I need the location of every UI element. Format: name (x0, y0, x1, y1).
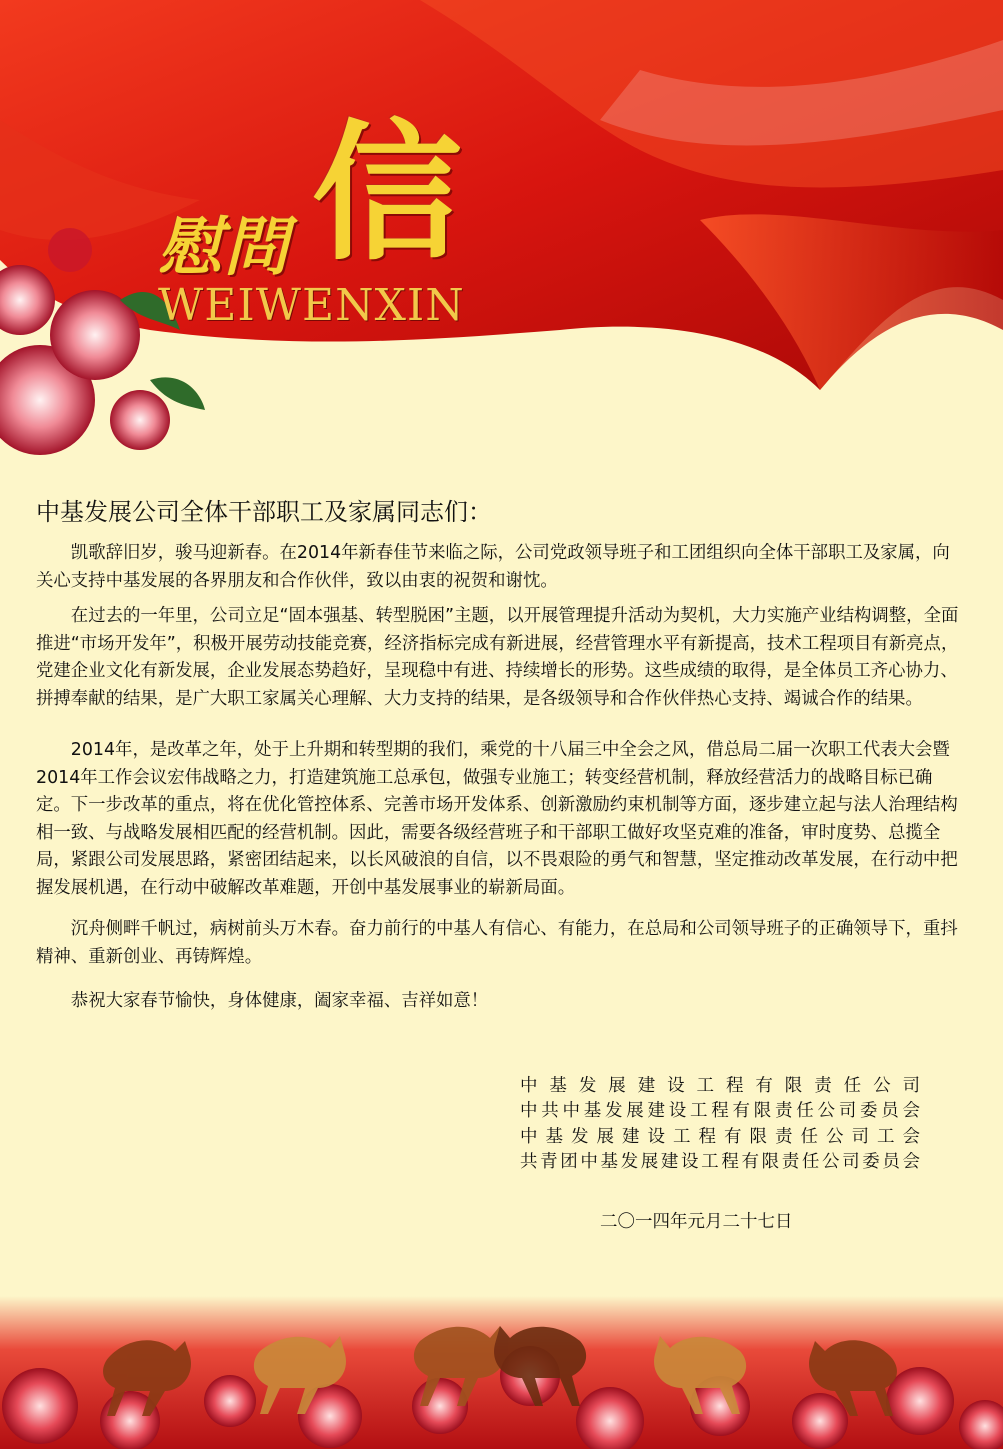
signer-youth-league: 共青团中基发展建设工程有限责任公司委员会 (520, 1152, 920, 1172)
letter-paragraph-2: 在过去的一年里，公司立足“固本强基、转型脱困”主题，以开展管理提升活动为契机，大力实施产业结构调整，全面推进“市场开发年”，积极开展劳动技能竞赛，经济指标完成有新进展，经营管理水平有新提高，技术工程项目有新亮点，党建企业文化有新发展，企业发展态势趋好，呈现稳中有进、持续增长的形势。这些成绩的取得，是全体员工齐心协力、拼搏奉献的结果，是广大职工家属关心理解、大力支持的结果，是各级领导和合作伙伴热心支持、竭诚合作的结果。 (36, 606, 959, 709)
signer-company: 中基发展建设工程有限责任公司 (520, 1076, 920, 1096)
title-pinyin: WEIWENXIN (158, 280, 465, 331)
signer-union: 中基发展建设工程有限责任公司工会 (520, 1127, 920, 1147)
header-ribbon-art (0, 0, 1003, 480)
letter-paragraph-4: 沉舟侧畔千帆过，病树前头万木春。奋力前行的中基人有信心、有能力，在总局和公司领导班子的正确领导下，重抖精神、重新创业、再铸辉煌。 (36, 919, 958, 967)
letter-paragraph-1: 凯歌辞旧岁，骏马迎新春。在2014年新春佳节来临之际，公司党政领导班子和工团组织向全体干部职工及家属，向关心支持中基发展的各界朋友和合作伙伴，致以由衷的祝贺和谢忱。 (36, 543, 950, 591)
title-small-text: 慰問 (158, 210, 290, 285)
letter-paragraph-3: 2014年，是改革之年，处于上升期和转型期的我们，乘党的十八届三中全会之风，借总局二届一次职工代表大会暨2014年工作会议宏伟战略之力，打造建筑施工总承包，做强专业施工；转变经营机制，释放经营活力的战略目标已确定。下一步改革的重点，将在优化管控体系、完善市场开发体系、创新激励约束机制等方面，逐步建立起与法人治理结构相一致、与战略发展相匹配的经营机制。因此，需要各级经营班子和干部职工做好攻坚克难的准备，审时度势、总揽全局，紧跟公司发展思路，紧密团结起来，以长风破浪的自信，以不畏艰险的勇气和智慧，坚定推动改革发展，在行动中把握发展机遇，在行动中破解改革难题，开创中基发展事业的崭新局面。 (36, 740, 958, 898)
title-big-text: 信 (312, 105, 463, 281)
signer-party-committee: 中共中基发展建设工程有限责任公司委员会 (520, 1101, 920, 1121)
letter-paragraph-5: 恭祝大家春节愉快，身体健康，阖家幸福、吉祥如意！ (70, 991, 489, 1011)
footer-horses-art (0, 1296, 1003, 1449)
letter-greeting: 中基发展公司全体干部职工及家属同志们： (36, 498, 492, 526)
letter-date: 二〇一四年元月二十七日 (600, 1212, 793, 1232)
